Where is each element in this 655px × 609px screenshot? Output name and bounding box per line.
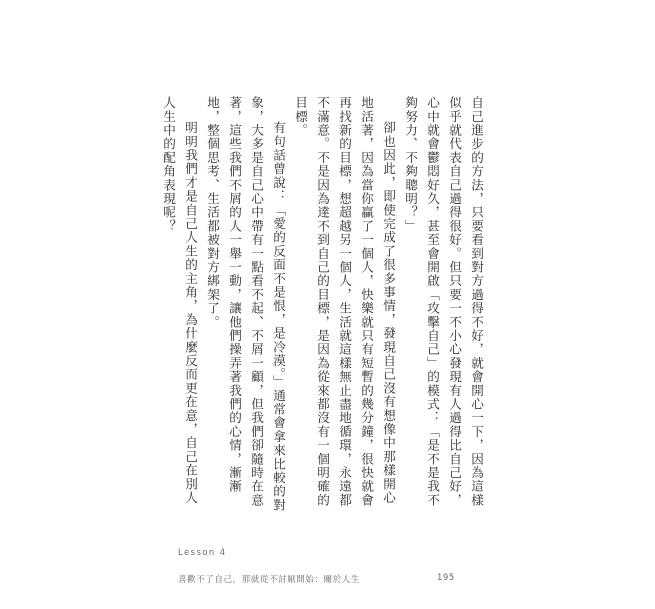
- lesson-label: Lesson 4: [178, 548, 227, 558]
- body-text: [157, 96, 487, 516]
- running-title: 喜歡不了自己，那就從不討厭開始：關於人生: [178, 575, 361, 585]
- paragraph-1: 自己進步的方法，只要看到對方過得不好，就會開心一下，因為這樣似乎就代表自己過得很好。但只要一不小心發現有人過得比自己好，心中就會鬱悶好久，甚至會開啟「攻擊自己」的模式：「是不是我不夠努力、不夠聰明？」: [403, 96, 484, 507]
- paragraph-3: 有句話曾說：「愛的反面不是恨，是冷漠。」通常會拿來比較的對象，大多是自己心中帶有一點看不起、不屑一顧，但我們卻隨時在意著，這些我們不屑的人一舉一動，讓他們操弄著我們的心情，漸漸地，整個思考、生活都被對方綁架了。: [205, 96, 286, 513]
- paragraph-4: 明明我們才是自己人生的主角，為什麼反而更在意，自己在別人人生中的配角表現呢？: [161, 96, 198, 505]
- page-number: 195: [437, 573, 455, 583]
- paragraph-2: 卻也因此，即使完成了很多事情，發現自己沒有想像中那樣開心地活著，因為當你贏了一個人，快樂就只有短暫的幾分鐘，很快就會再找新的目標，想超越另一個人，生活就這樣無止盡地循環，永遠都不滿意。不是因為達不到自己的目標，是因為從來都沒有一個明確的目標。: [293, 96, 396, 507]
